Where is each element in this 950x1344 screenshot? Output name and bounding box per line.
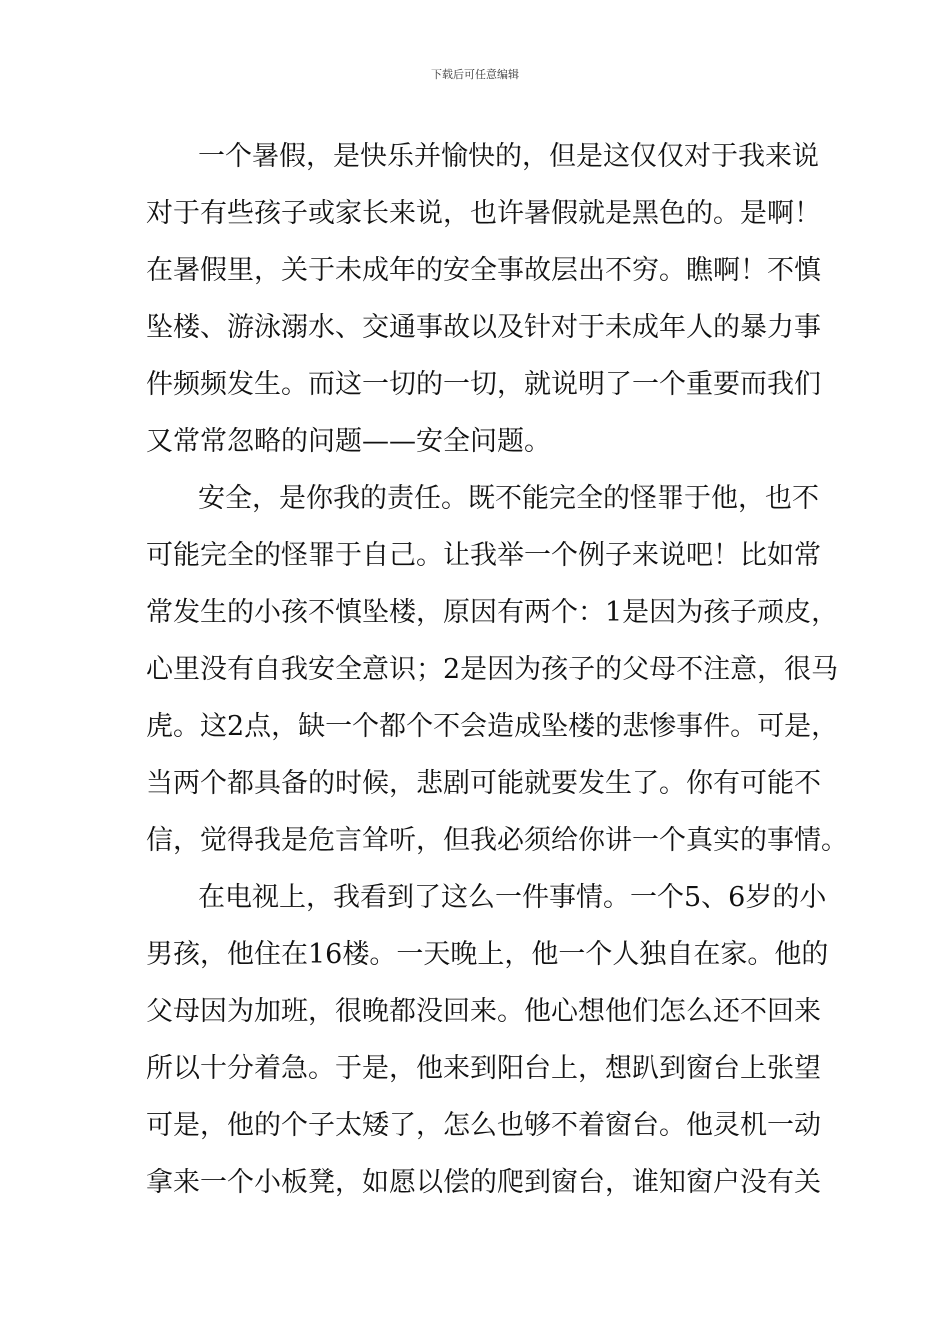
text-line: 在电视上，我看到了这么一件事情。一个5、6岁的小: [198, 882, 827, 913]
paragraph-2: [146, 470, 848, 869]
header-note: 下载后可任意编辑: [431, 68, 519, 81]
text-line: 坠楼、游泳溺水、交通事故以及针对于未成年人的暴力事: [146, 312, 821, 343]
text-line: 信，觉得我是危言耸听，但我必须给你讲一个真实的事情。: [146, 825, 848, 856]
text-line: 拿来一个小板凳，如愿以偿的爬到窗台，谁知窗户没有关: [146, 1167, 821, 1198]
text-line: 父母因为加班，很晚都没回来。他心想他们怎么还不回来: [146, 996, 821, 1027]
text-line: 对于有些孩子或家长来说，也许暑假就是黑色的。是啊！: [146, 198, 821, 229]
text-line: 又常常忽略的问题——安全问题。: [146, 426, 551, 457]
text-line: 男孩，他住在16楼。一天晚上，他一个人独自在家。他的: [146, 939, 829, 970]
text-line: 所以十分着急。于是，他来到阳台上，想趴到窗台上张望: [146, 1053, 821, 1084]
text-line: 可能完全的怪罪于自己。让我举一个例子来说吧！比如常: [146, 540, 821, 571]
text-line: 虎。这2点，缺一个都个不会造成坠楼的悲惨事件。可是，: [146, 711, 839, 742]
text-line: 件频频发生。而这一切的一切，就说明了一个重要而我们: [146, 369, 821, 400]
text-line: 当两个都具备的时候，悲剧可能就要发生了。你有可能不: [146, 768, 821, 799]
text-line: 可是，他的个子太矮了，怎么也够不着窗台。他灵机一动: [146, 1110, 821, 1141]
text-line: 一个暑假，是快乐并愉快的，但是这仅仅对于我来说: [198, 141, 819, 172]
document-body: [146, 128, 848, 1211]
paragraph-1: [146, 128, 821, 470]
text-line: 常发生的小孩不慎坠楼，原因有两个：1是因为孩子顽皮，: [146, 597, 839, 628]
text-line: 心里没有自我安全意识；2是因为孩子的父母不注意，很马: [146, 654, 839, 685]
text-line: 在暑假里，关于未成年的安全事故层出不穷。瞧啊！不慎: [146, 255, 821, 286]
paragraph-3: [146, 869, 829, 1211]
text-line: 安全，是你我的责任。既不能完全的怪罪于他，也不: [198, 483, 819, 514]
